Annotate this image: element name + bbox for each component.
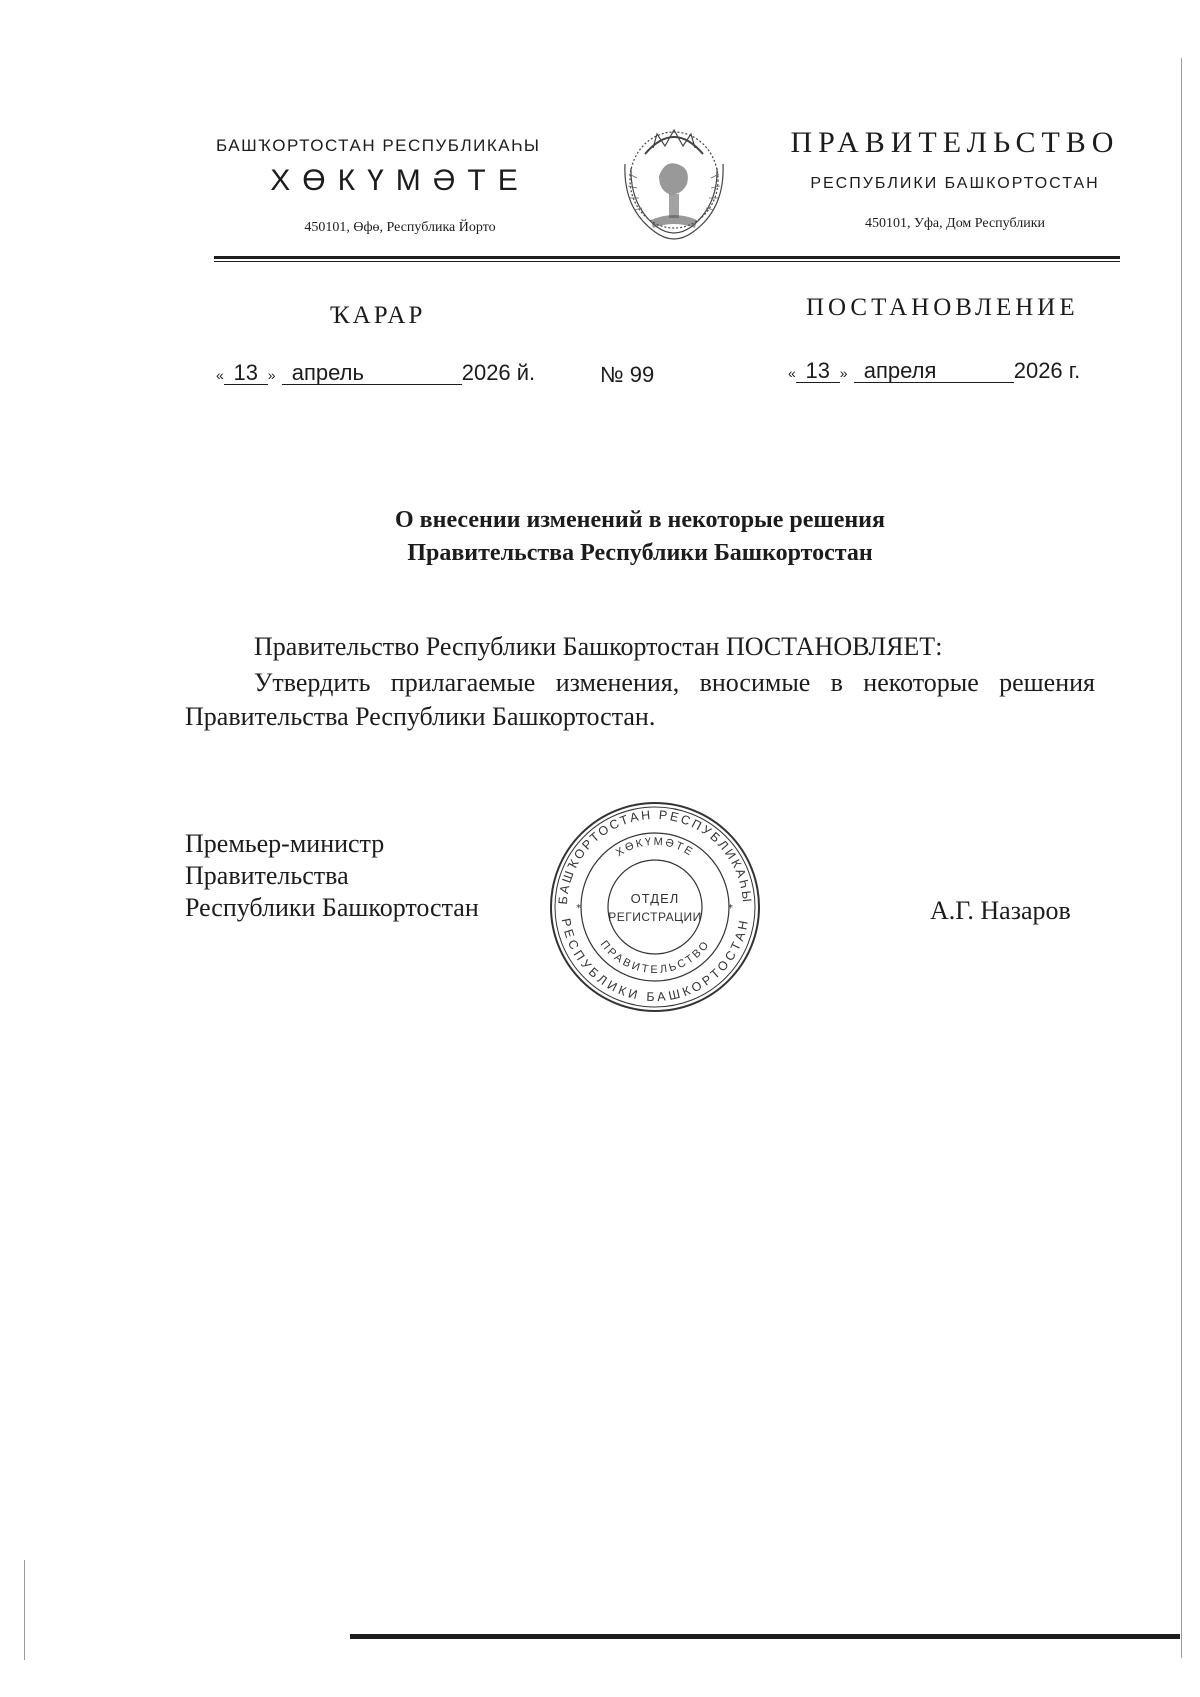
date-left-open-quote: « xyxy=(216,367,224,383)
scan-edge-right xyxy=(1181,58,1182,1658)
title-line-1: О внесении изменений в некоторые решения xyxy=(395,507,885,533)
header-left-address: 450101, Өфө, Республика Йорто xyxy=(304,220,496,235)
header-left-republic: БАШҠОРТОСТАН РЕСПУБЛИКАҺЫ xyxy=(216,136,541,155)
signatory-name: А.Г. Назаров xyxy=(930,896,1071,925)
official-seal-stamp xyxy=(548,800,762,1014)
date-left-day: 13 xyxy=(224,362,268,385)
date-right-month: апреля xyxy=(854,360,1014,383)
body-resolution-line: Правительство Республики Башкортостан ПОСТАНОВЛЯЕТ: xyxy=(254,632,943,661)
seal-inner-bottom-text: ПРАВИТЕЛЬСТВО xyxy=(597,938,713,977)
date-left-close-quote: » xyxy=(267,367,276,383)
header-right-government: ПРАВИТЕЛЬСТВО xyxy=(790,126,1120,159)
document-number: № 99 xyxy=(600,362,655,387)
date-right-open-quote: « xyxy=(788,365,796,381)
body-paragraph: Утвердить прилагаемые изменения, вносимые в некоторые решения Правительства Республики Башкортостан. xyxy=(185,668,1095,731)
seal-star-left-icon: * xyxy=(576,903,581,914)
header-divider-thick xyxy=(214,256,1120,259)
date-right-year: 2026 г. xyxy=(1013,358,1081,383)
header-divider-thin xyxy=(214,261,1120,262)
svg-text:РЕСПУБЛИКИ БАШКОРТОСТАН xyxy=(559,917,751,1004)
seal-star-right-icon: * xyxy=(728,903,733,914)
coat-of-arms-emblem xyxy=(615,124,733,248)
seal-inner-top-text: ХӨКҮМӘТЕ xyxy=(613,835,697,860)
signature-line-3: Республики Башкортостан xyxy=(185,893,479,922)
date-russian xyxy=(788,358,1080,384)
title-line-2: Правительства Республики Башкортостан xyxy=(407,540,873,566)
doc-type-bashkir: ҠАРАР xyxy=(330,302,426,329)
header-right-address: 450101, Уфа, Дом Республики xyxy=(864,216,1046,231)
doc-type-russian: ПОСТАНОВЛЕНИЕ xyxy=(806,294,1079,321)
scan-edge-left xyxy=(24,1560,25,1660)
seal-center-line-1: ОТДЕЛ xyxy=(630,891,680,906)
date-left-year: 2026 й. xyxy=(461,360,536,385)
date-bashkir xyxy=(216,360,535,386)
seal-outer-top-text: БАШҠОРТОСТАН РЕСПУБЛИКАҺЫ xyxy=(555,807,755,905)
svg-text:ПРАВИТЕЛЬСТВО xyxy=(598,939,713,977)
document-title xyxy=(200,504,1080,570)
signature-line-2: Правительства xyxy=(185,861,349,890)
scan-bottom-bar xyxy=(350,1634,1180,1639)
date-right-close-quote: » xyxy=(839,365,848,381)
signature-position xyxy=(185,828,545,924)
seal-outer-bottom-text: РЕСПУБЛИКИ БАШКОРТОСТАН xyxy=(558,917,752,1004)
date-right-day: 13 xyxy=(796,360,840,383)
header-right-republic: РЕСПУБЛИКИ БАШКОРТОСТАН xyxy=(810,175,1100,192)
signature-line-1: Премьер-министр xyxy=(185,829,385,858)
header-left-government: ХӨКҮМӘТЕ xyxy=(270,164,530,197)
date-left-month: апрель xyxy=(282,362,462,385)
seal-center-line-2: РЕГИСТРАЦИИ xyxy=(608,910,702,924)
